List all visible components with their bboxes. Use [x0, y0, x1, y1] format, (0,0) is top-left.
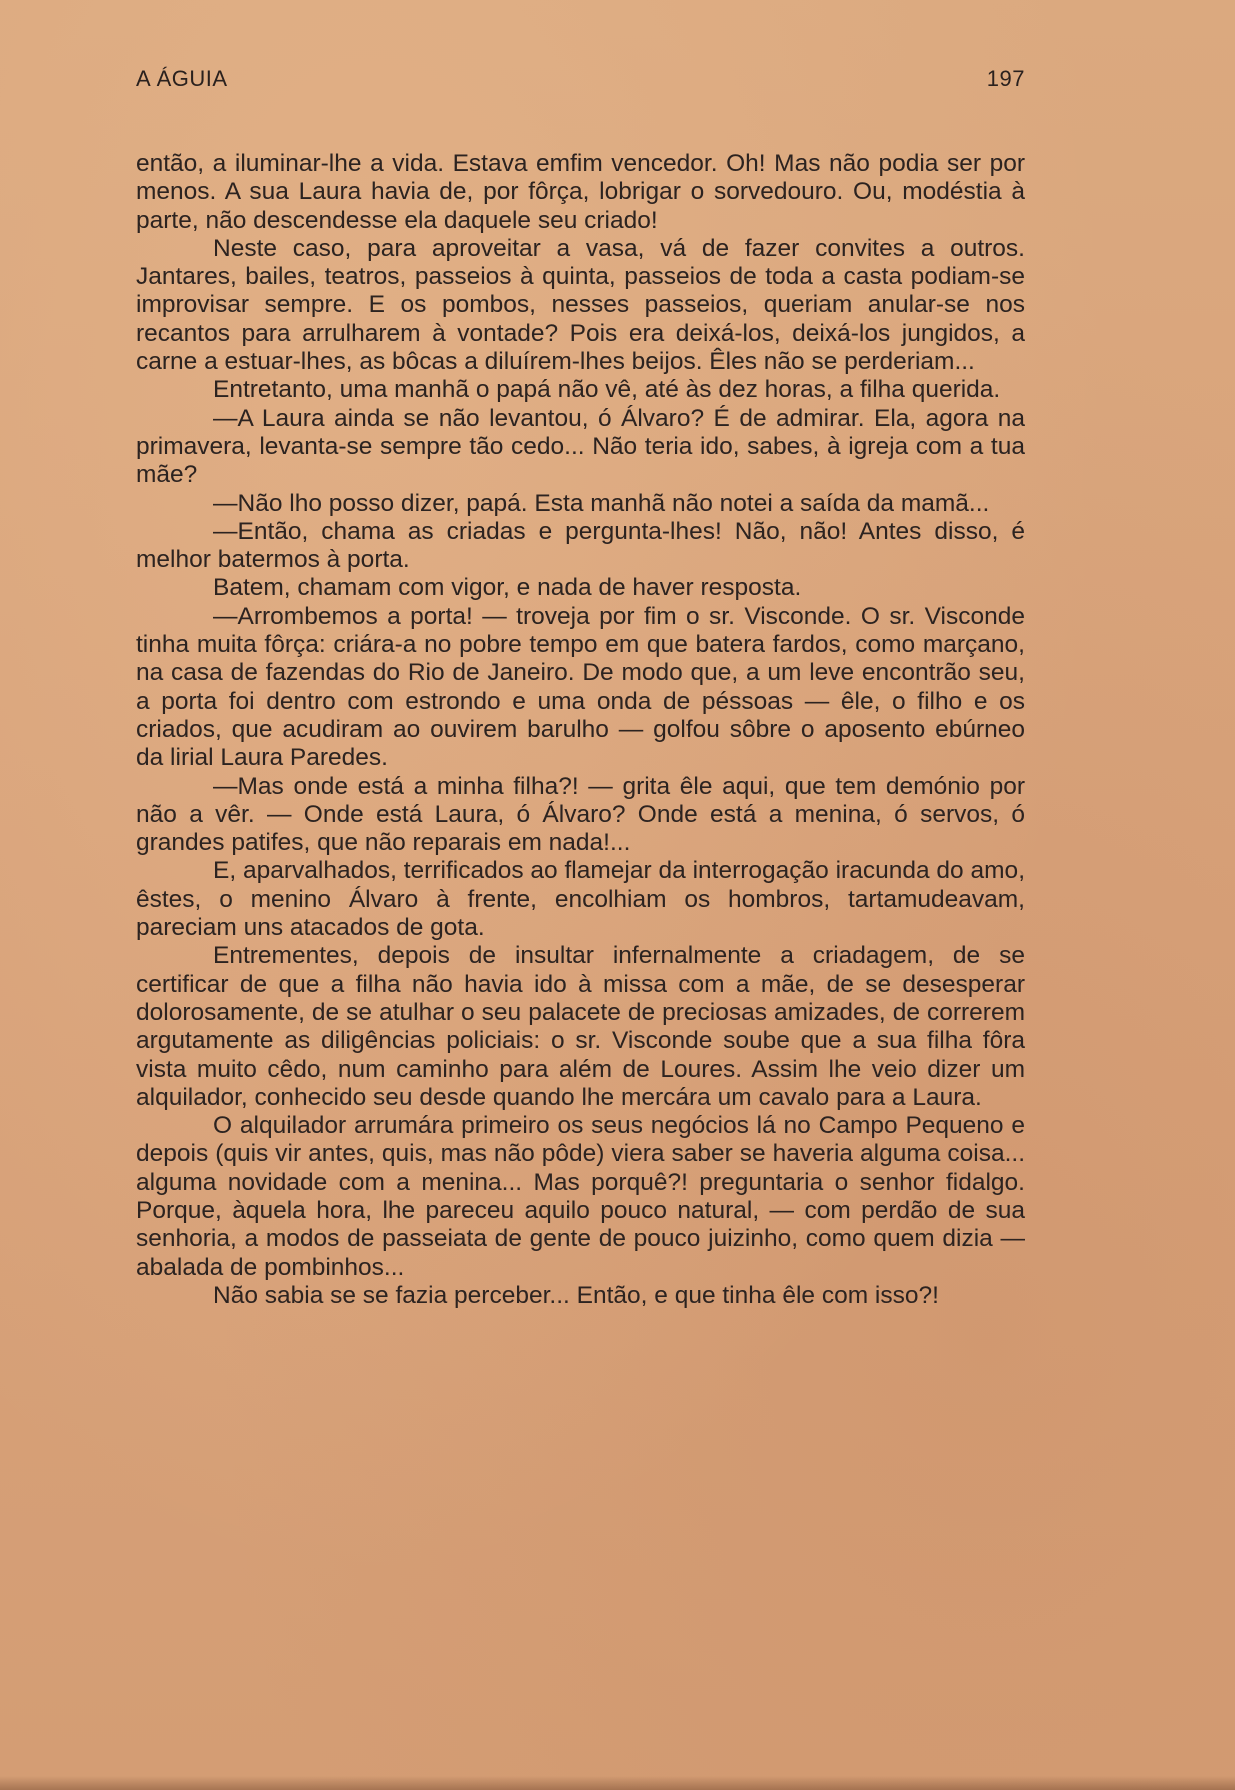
paragraph: —Mas onde está a minha filha?! — grita êle aqui, que tem demónio por não a vêr. — Onde está Laura, ó Álvaro? Onde está a menina, ó servos, ó grandes patifes, que não reparais em nada!... [136, 772, 1025, 857]
paragraph: então, a iluminar-lhe a vida. Estava emfim vencedor. Oh! Mas não podia ser por menos. A sua Laura havia de, por fôrça, lobrigar o sorvedouro. Ou, modéstia à parte, não descendesse ela daquele seu criado! [136, 150, 1025, 234]
page-number: 197 [986, 66, 1025, 91]
body-text [136, 150, 1025, 1310]
journal-title: A ÁGUIA [136, 66, 228, 91]
paragraph: Batem, chamam com vigor, e nada de haver resposta. [213, 574, 802, 602]
page-edge-shadow [0, 1776, 1235, 1790]
paragraph: —Então, chama as criadas e pergunta-lhes! Não, não! Antes disso, é melhor batermos à porta. [136, 517, 1025, 574]
paragraph: E, aparvalhados, terrificados ao flamejar da interrogação iracunda do amo, êstes, o menino Álvaro à frente, encolhiam os hombros, tartamudeavam, pareciam uns atacados de gota. [136, 857, 1025, 942]
paragraph: Entretanto, uma manhã o papá não vê, até às dez horas, a filha querida. [213, 376, 1001, 404]
paragraph: —Não lho posso dizer, papá. Esta manhã não notei a saída da mamã... [213, 489, 990, 517]
paragraph: —Arrombemos a porta! — troveja por fim o sr. Visconde. O sr. Visconde tinha muita fôrça: criára-a no pobre tempo em que batera fardos, como marçano, na casa de fazendas do Rio de Janeiro. De modo que, a um leve encontrão seu, a porta foi dentro com estrondo e uma onda de péssoas — êle, o filho e os criados, que acudiram ao ouvirem barulho — golfou sôbre o aposento ebúrneo da lirial Laura Paredes. [136, 602, 1025, 772]
running-head [136, 66, 1025, 92]
paragraph: Não sabia se se fazia perceber... Então, e que tinha êle com isso?! [213, 1281, 939, 1309]
paragraph: Neste caso, para aproveitar a vasa, vá de fazer convites a outros. Jantares, bailes, teatros, passeios à quinta, passeios de toda a casta podiam-se improvisar sempre. E os pombos, nesses passeios, queriam anular-se nos recantos para arrulharem à vontade? Pois era deixá-los, deixá-los jungidos, a carne a estuar-lhes, as bôcas a diluírem-lhes beijos. Êles não se perderiam... [136, 234, 1025, 376]
paragraph: O alquilador arrumára primeiro os seus negócios lá no Campo Pequeno e depois (quis vir antes, quis, mas não pôde) viera saber se haveria alguma coisa... alguma novidade com a menina... Mas porquê?! preguntaria o senhor fidalgo. Porque, àquela hora, lhe pareceu aquilo pouco natural, — com perdão de sua senhoria, a modos de passeiata de gente de pouco juizinho, como quem dizia — abalada de pombinhos... [136, 1112, 1025, 1281]
paragraph: —A Laura ainda se não levantou, ó Álvaro? É de admirar. Ela, agora na primavera, levanta-se sempre tão cedo... Não teria ido, sabes, à igreja com a tua mãe? [136, 404, 1025, 489]
paragraph: Entrementes, depois de insultar infernalmente a criadagem, de se certificar de que a filha não havia ido à missa com a mãe, de se desesperar dolorosamente, de se atulhar o seu palacete de preciosas amizades, de correrem argutamente as diligências policiais: o sr. Visconde soube que a sua filha fôra vista muito cêdo, num caminho para além de Loures. Assim lhe veio dizer um alquilador, conhecido seu desde quando lhe mercára um cavalo para a Laura. [136, 942, 1025, 1111]
